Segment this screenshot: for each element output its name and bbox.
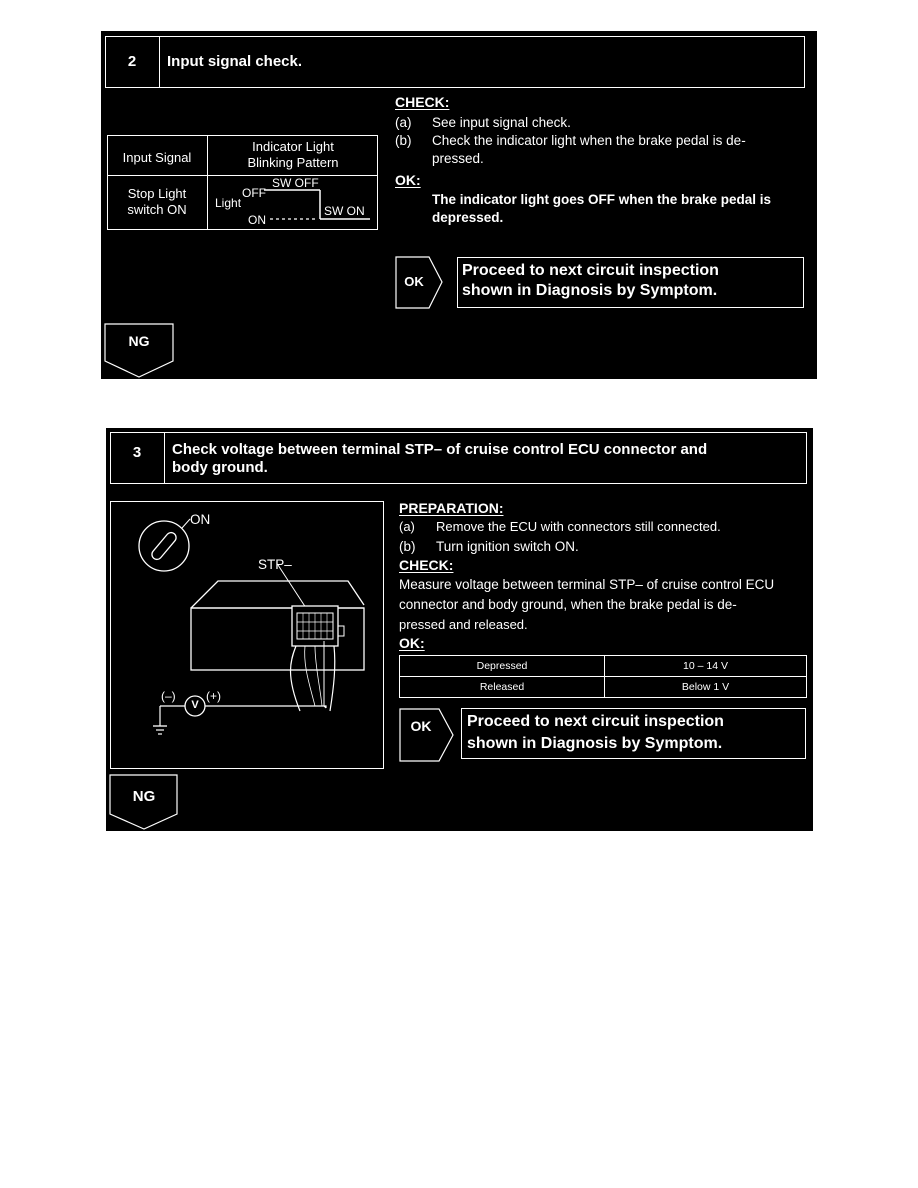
condition-cell: Released xyxy=(400,677,605,698)
ok-arrow-shape xyxy=(399,708,457,764)
prep-b-text: Turn ignition switch ON. xyxy=(436,539,579,554)
header-divider xyxy=(159,36,160,88)
voltmeter-label: V xyxy=(191,699,199,711)
table-header-indicator xyxy=(208,139,378,171)
ok-result-line-2: shown in Diagnosis by Symptom. xyxy=(462,282,718,299)
ignition-switch-icon xyxy=(139,521,189,571)
check-b-line-2: pressed. xyxy=(432,151,484,166)
table-row xyxy=(400,677,807,698)
prep-a-text: Remove the ECU with connectors still connected. xyxy=(436,519,721,534)
table-cell-stop-light xyxy=(107,186,207,218)
step-title: Input signal check. xyxy=(167,53,303,70)
step-number: 2 xyxy=(127,53,137,70)
diagram-on-label: ON xyxy=(190,512,211,527)
header-line-1: Indicator Light xyxy=(252,139,334,154)
cell-line-2: switch ON xyxy=(127,202,187,217)
circuit-diagram xyxy=(110,501,384,769)
step-number: 3 xyxy=(132,444,142,461)
prep-a-marker: (a) xyxy=(399,519,415,534)
step-3-panel xyxy=(106,428,813,831)
check-label: CHECK: xyxy=(399,557,454,573)
ok-result-line-1: Proceed to next circuit inspection xyxy=(467,713,724,730)
table-header-input-signal: Input Signal xyxy=(122,150,192,165)
ok-arrow-label: OK xyxy=(410,718,432,734)
value-cell: Below 1 V xyxy=(605,677,807,698)
value-cell: 10 – 14 V xyxy=(605,656,807,677)
check-a-text: See input signal check. xyxy=(432,115,571,130)
ok-spec-table xyxy=(399,655,807,698)
pattern-off-label: OFF xyxy=(242,186,266,200)
ng-arrow-shape xyxy=(104,323,176,379)
title-line-1: Check voltage between terminal STP– of cruise control ECU connector and xyxy=(172,441,708,458)
ng-label: NG xyxy=(128,333,150,349)
header-divider xyxy=(164,432,165,484)
step-title xyxy=(172,441,707,477)
ok-result-text xyxy=(462,261,719,301)
ok-criteria-line-2: depressed. xyxy=(432,210,504,225)
check-line-1: Measure voltage between terminal STP– of cruise control ECU xyxy=(399,577,775,592)
diagram-minus-label: (–) xyxy=(161,689,176,703)
table-row xyxy=(400,656,807,677)
check-line-3: pressed and released. xyxy=(399,617,528,632)
ok-criteria xyxy=(432,191,771,227)
ok-label: OK: xyxy=(399,635,425,651)
pattern-light-label: Light xyxy=(215,196,242,210)
ok-label: OK: xyxy=(395,172,421,188)
preparation-label: PREPARATION: xyxy=(399,500,504,516)
check-line-2: connector and body ground, when the brake pedal is de- xyxy=(399,597,737,612)
ok-result-line-2: shown in Diagnosis by Symptom. xyxy=(467,735,723,752)
pattern-sw-off-label: SW OFF xyxy=(272,176,319,190)
diagram-plus-label: (+) xyxy=(206,689,221,703)
step-2-panel xyxy=(101,31,817,379)
ok-result-text xyxy=(467,711,724,755)
prep-b-marker: (b) xyxy=(399,539,416,554)
check-a-marker: (a) xyxy=(395,115,412,130)
ok-criteria-line-1: The indicator light goes OFF when the brake pedal is xyxy=(432,192,772,207)
check-b-line-1: Check the indicator light when the brake pedal is de- xyxy=(432,133,746,148)
pattern-on-label: ON xyxy=(248,213,266,227)
title-line-2: body ground. xyxy=(172,459,268,476)
check-b-marker: (b) xyxy=(395,133,412,148)
check-text xyxy=(399,575,807,635)
pattern-sw-on-label: SW ON xyxy=(324,204,365,218)
diagram-stp-label: STP– xyxy=(258,557,292,572)
header-line-2: Blinking Pattern xyxy=(247,155,339,170)
ok-arrow-label: OK xyxy=(404,274,424,289)
check-label: CHECK: xyxy=(395,94,450,110)
ng-label: NG xyxy=(132,788,156,805)
condition-cell: Depressed xyxy=(400,656,605,677)
ok-result-line-1: Proceed to next circuit inspection xyxy=(462,262,719,279)
check-b-text xyxy=(432,132,804,168)
cell-line-1: Stop Light xyxy=(127,186,187,201)
